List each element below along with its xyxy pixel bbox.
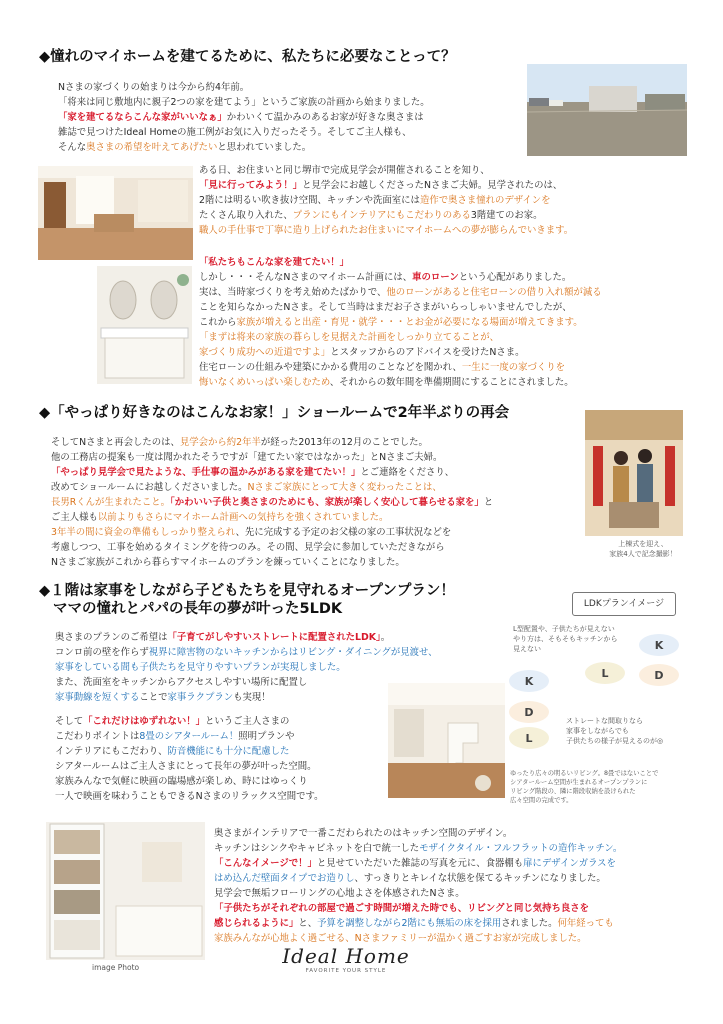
text-span: が経った2013年の12月のことでした。: [260, 437, 428, 448]
highlight-red: 感じられるように」: [214, 918, 299, 929]
text-span: と思われていました。: [217, 142, 312, 153]
section3-theater: [55, 714, 323, 804]
text-span: 照明プランや: [238, 731, 295, 742]
text-line: 他の工務店の提案も一度は聞かれたそうですが「建てたい家ではなかった」とNさまご夫婦。: [51, 452, 443, 463]
highlight-orange: 家づくり成功への近道ですよ」: [199, 347, 331, 358]
text-span: たくさん取り入れた、: [199, 210, 293, 221]
section4-kitchen: [214, 826, 622, 946]
highlight-blue: モザイクタイル・フルフラットの造作キッチン。: [419, 843, 623, 854]
text-span: しかし・・・そんなNさまのマイホーム計画には、: [199, 272, 413, 283]
caption-line: 家事をしながらでも: [566, 727, 629, 735]
bubble-d-right: D: [639, 664, 679, 686]
text-span: 3階建てのお家。: [470, 210, 543, 221]
highlight-red: 「やっぱり見学会で見たような、手仕事の温かみがある家を建てたい！」: [51, 467, 361, 478]
text-line: 家族みんなで気軽に映画の臨場感が楽しめ、時にはゆっくり: [55, 776, 308, 787]
text-span: 改めてショールームにお越しくださいました。: [51, 482, 248, 493]
text-line: また、洗面室をキッチンからアクセスしやすい場所に配置し: [55, 677, 308, 688]
text-span: そして: [55, 716, 84, 727]
text-span: と見せていただいた雑誌の写真を元に、食器棚も: [316, 858, 524, 869]
text-line: 一人で映画を味わうこともできるNさまのリラックス空間です。: [55, 791, 324, 802]
photo-washroom: [97, 266, 192, 384]
highlight-blue: 家事動線を短くする: [55, 692, 140, 703]
text-span: キッチンはシンクやキャビネットを白で統一した: [214, 843, 420, 854]
text-span: コンロ前の壁を作らず: [55, 647, 149, 658]
highlight-red: 「こんなイメージで！」: [214, 858, 317, 869]
caption-line: 上棟式を迎え、: [618, 540, 668, 548]
text-span: と: [483, 497, 494, 508]
text-span: かわいくて温かみのあるお家が好きな奥さまは: [226, 112, 424, 123]
highlight-blue: 家事をしている間も子供たちを見守りやすいプランが実現しました。: [55, 662, 346, 673]
text-line: 見学会で無垢フローリングの心地よさを体感されたNさま。: [214, 888, 465, 899]
section3-title: [39, 582, 455, 618]
caption-line: ストレートな間取りなら: [566, 717, 643, 725]
text-span: そんな: [58, 142, 87, 153]
highlight-red: 「かわいい子供と奥さまのためにも、家族が楽しく安心して暮らせる家を」: [170, 497, 484, 508]
image-label: image Photo: [92, 963, 140, 972]
bubble-k-right: K: [639, 634, 679, 656]
title-line: ◆１階は家事をしながら子どもたちを見守れるオープンプラン！: [39, 583, 455, 599]
highlight-red: 「家を建てるならこんな家がいいなぁ」: [58, 112, 227, 123]
text-span: ご主人様も: [51, 512, 98, 523]
highlight-blue: 8畳のシアタールーム！: [139, 731, 239, 742]
text-span: こだわりポイントは: [55, 731, 140, 742]
ideal-home-logo: [276, 944, 416, 974]
highlight-blue: 家事ラクプラン: [167, 692, 234, 703]
highlight-red: 「これだけはゆずれない！」: [83, 716, 206, 727]
text-span: とご連絡をくださり、: [360, 467, 455, 478]
highlight-orange: 家族みんなが心地よく過ごせる、Nさまファミリーが温かく過ごすお家が完成しました。: [214, 933, 587, 944]
text-line: ことを知らなかったNさま。そして当時はまだお子さまがいらっしゃいませんでしたが、: [199, 302, 572, 313]
highlight-orange: 他のローンがあると住宅ローンの借り入れ額が減る: [386, 287, 602, 298]
caption-line: 見えない: [513, 645, 541, 653]
highlight-blue: 扉にデザインガラスを: [523, 858, 616, 869]
photo-kitchen-shelf: [46, 822, 205, 960]
bubble-k-left: K: [509, 670, 549, 692]
highlight-orange: 職人の手仕事で丁寧に造り上げられたお住まいにマイホームへの夢が膨らんでいきます。: [199, 225, 574, 236]
highlight-red: 「私たちもこんな家を建てたい！」: [199, 257, 350, 268]
text-span: 、それからの数年間を準備期間にすることにされました。: [329, 377, 574, 388]
highlight-orange: プランにもインテリアにもこだわりのある: [292, 210, 471, 221]
highlight-red: 「子供たちがそれぞれの部屋で過ごす時間が増えた時でも、リビングと同じ気持ち良さを: [214, 903, 590, 914]
caption-line: やり方は、そもそもキッチンから: [513, 635, 618, 643]
text-span: 奥さまのプランのご希望は: [55, 632, 168, 643]
highlight-orange: 「まずは将来の家族の暮らしを見据えた計画をしっかり立てることが、: [199, 332, 500, 343]
highlight-orange: 3年半の間に資金の準備もしっかり整えられ: [51, 527, 236, 538]
section3-plan: [55, 630, 438, 705]
bubble-l-left: L: [509, 727, 549, 749]
text-span: と見学会にお越しくださったNさまご夫婦。見学されたのは、: [302, 180, 563, 191]
highlight-orange: 奥さまの希望を叶えてあげたい: [86, 142, 218, 153]
highlight-orange: 見学会から約2年半: [179, 437, 261, 448]
section1-intro: [58, 80, 430, 155]
caption-line: シアタールーム空間が生まれるオープンプランに: [510, 779, 648, 786]
text-span: 。: [380, 632, 391, 643]
bubble-d-left: D: [509, 701, 549, 723]
text-span: 住宅ローンの仕組みや建築にかかる費用のことなどを聞かれ、: [199, 362, 462, 373]
text-span: インテリアにもこだわり、: [55, 746, 168, 757]
text-span: 、すっきりとキレイな状態を保てるキッチンになりました。: [354, 873, 606, 884]
highlight-blue: はめ込んだ壁面タイプでお造りし: [214, 873, 355, 884]
text-span: という心配がありました。: [458, 272, 572, 283]
highlight-orange: 一生に一度の家づくりを: [461, 362, 566, 373]
highlight-blue: 予算を調整しながら2階にも無垢の床を採用: [317, 918, 502, 929]
straight-note: [566, 716, 663, 746]
highlight-orange: 何年経っても: [557, 918, 614, 929]
photo-family-ceremony: [585, 410, 683, 536]
text-line: Nさまご家族がこれから暮らすマイホームのプランを練っていくことになりました。: [51, 557, 405, 568]
section1-title: ◆憧れのマイホームを建てるために、私たちに必要なことって？: [39, 49, 456, 65]
text-line: シアタールームはご主人さまにとって長年の夢が叶った空間。: [55, 761, 317, 772]
caption-line: 広々空間の完成です。: [510, 797, 573, 804]
section2-body: [51, 435, 493, 570]
text-span: とスタッフからのアドバイスを受けたNさま。: [330, 347, 525, 358]
ldk-label: LDKプランイメージ: [572, 592, 676, 616]
highlight-orange: 家族が増えると出産・育児・就学・・・とお金が必要になる場面が増えてきます。: [236, 317, 583, 328]
text-span: されました。: [501, 918, 558, 929]
highlight-blue: 防音機能にも十分に配慮した: [167, 746, 290, 757]
family-photo-caption: [598, 539, 688, 559]
caption-line: 子供たちの様子が見えるのが◎: [566, 737, 664, 745]
section1-loan: [199, 255, 602, 390]
caption-line: ゆったり広々の明るいリビング。8畳ではないことで: [510, 770, 659, 777]
caption-line: 家族4人で記念撮影！: [609, 550, 677, 558]
highlight-orange: Nさまご家族にとって大きく変わったことは、: [247, 482, 442, 493]
logo-wordmark: Ideal Home: [282, 944, 410, 968]
section2-title: ◆「やっぱり好きなのはこんなお家！」ショールームで2年半ぶりの再会: [39, 405, 510, 421]
highlight-red: 車のローン: [412, 272, 459, 283]
caption-line: リビング階段の、隣に階段収納を設けられた: [510, 788, 636, 795]
bubble-l-right: L: [585, 662, 625, 684]
text-span: 、先に完成する予定のお父様の家の工事状況などを: [235, 527, 452, 538]
highlight-orange: 造作で奥さま憧れのデザインを: [419, 195, 551, 206]
text-span: というご主人さまの: [205, 716, 290, 727]
title-line: ママの憧れとパパの長年の夢が叶った5LDK: [53, 601, 343, 617]
text-line: 「将来は同じ敷地内に親子2つの家を建てよう」というご家族の計画から始まりました。: [58, 97, 430, 108]
section1-visit: [199, 163, 573, 238]
ldk-note: [513, 624, 618, 654]
highlight-red: 「見に行ってみよう！」: [199, 180, 303, 191]
text-span: 2階には明るい吹き抜け空間、キッチンや洗面室には: [199, 195, 420, 206]
text-line: 奥さまがインテリアで一番こだわられたのはキッチン空間のデザイン。: [214, 828, 513, 839]
text-span: と、: [298, 918, 318, 929]
highlight-orange: 長男Rくんが生まれたこと。: [51, 497, 171, 508]
text-line: 考慮しつつ、工事を始めるタイミングを待つのみ。その間、見学会に参加していただきながら: [51, 542, 445, 553]
text-line: 雑誌で見つけたIdeal Homeの施工例がお気に入りだったそう。そしてご主人様も、: [58, 127, 412, 138]
photo-vacant-lot: [527, 64, 687, 156]
photo-living-room: [38, 166, 193, 260]
text-span: そしてNさまと再会したのは、: [51, 437, 180, 448]
caption-line: L型配置や、子供たちが見えない: [513, 625, 615, 633]
text-span: これから: [199, 317, 237, 328]
highlight-red: 「子育てがしやすいストレートに配置されたLDK」: [167, 632, 381, 643]
highlight-orange: 悔いなくめいっぱい楽しむため: [199, 377, 330, 388]
text-span: ことで: [139, 692, 168, 703]
text-line: Nさまの家づくりの始まりは今から約4年前。: [58, 82, 250, 93]
theater-caption: [510, 769, 658, 805]
logo-tagline: FAVORITE YOUR STYLE: [305, 968, 387, 974]
highlight-orange: 以前よりもさらにマイホーム計画への気持ちを強くされていました。: [97, 512, 389, 523]
photo-theater-room: [388, 683, 505, 798]
highlight-blue: 視界に障害物のないキッチンからはリビング・ダイニングが見渡せ、: [148, 647, 438, 658]
text-span: も実現！: [233, 692, 271, 703]
text-span: 実は、当時家づくりを考え始めたばかりで、: [199, 287, 387, 298]
text-line: ある日、お住まいと同じ堺市で完成見学会が開催されることを知り、: [199, 165, 490, 176]
